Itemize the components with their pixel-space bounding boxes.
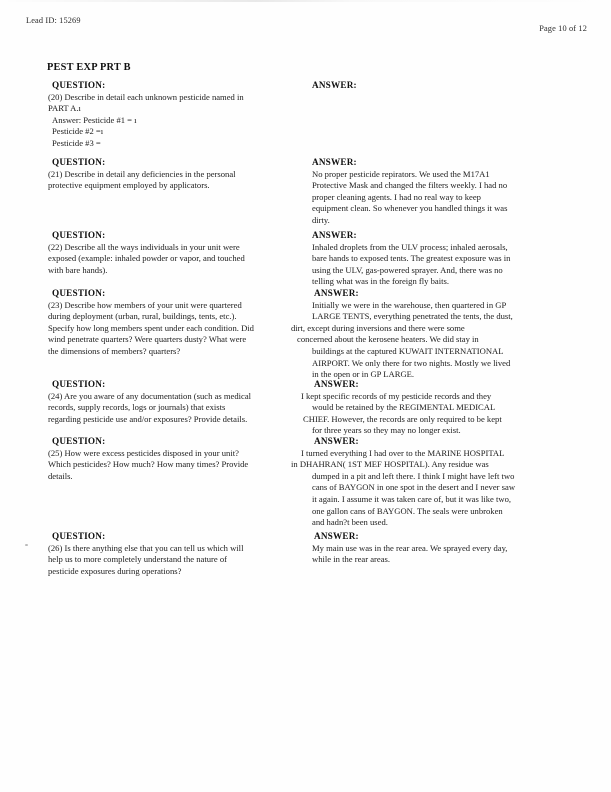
question-text-line: exposed (example: inhaled powder or vapor, and touched xyxy=(48,253,245,264)
answer-label: ANSWER: xyxy=(314,531,359,541)
answer-text-line: and hadn?t been used. xyxy=(312,517,388,528)
answer-text-line: CHIEF. However, the records are only required to be kept xyxy=(303,413,502,424)
answer-label: ANSWER: xyxy=(314,288,359,298)
question-column xyxy=(48,379,308,425)
question-column xyxy=(48,288,308,358)
answer-text-line: cans of BAYGON in one spot in the desert and I never saw xyxy=(312,482,516,493)
question-label: QUESTION: xyxy=(52,379,106,389)
page-number-header: Page 10 of 12 xyxy=(539,24,587,33)
answer-label: ANSWER: xyxy=(312,230,357,240)
question-label: QUESTION: xyxy=(52,288,106,298)
question-text-line: (21) Describe in detail any deficiencies in the personal xyxy=(48,168,236,179)
question-column xyxy=(48,80,308,150)
answer-text-line: using the ULV, gas-powered sprayer. And, there was no xyxy=(312,264,503,275)
answer-text-line: AIRPORT. We only there for two nights. Mostly we lived xyxy=(312,357,511,368)
question-text-line: (24) Are you aware of any documentation (such as medical xyxy=(48,390,252,401)
answer-text-line: it again. I assume it was taken care of, but it was like two, xyxy=(312,493,512,504)
answer-text-line: buildings at the captured KUWAIT INTERNATIONAL xyxy=(312,345,504,356)
question-text-line: (26) Is there anything else that you can tell us which will xyxy=(48,542,244,553)
answer-label: ANSWER: xyxy=(312,157,357,167)
question-text-line: Specify how long members spent under each condition. Did xyxy=(48,322,254,333)
qa-block xyxy=(0,157,611,225)
question-text-line: (22) Describe all the ways individuals in your unit were xyxy=(48,241,240,252)
scan-speck-artifact xyxy=(25,544,28,546)
question-text-line: pesticide exposures during operations? xyxy=(48,565,182,576)
question-text-line: with bare hands). xyxy=(48,264,108,275)
qa-block xyxy=(0,80,611,148)
question-text-line: the dimensions of members? quarters? xyxy=(48,345,181,356)
question-column xyxy=(48,531,308,577)
question-text-line: PART A.ı xyxy=(48,103,81,114)
answer-column xyxy=(312,157,602,227)
qa-block xyxy=(0,531,611,576)
answer-text-line: for three years so they may no longer exist. xyxy=(312,425,461,436)
answer-text-line: dumped in a pit and left there. I think I might have left two xyxy=(312,470,515,481)
answer-text-line: bare hands to exposed tents. The greatest exposure was in xyxy=(312,253,511,264)
answer-text-line: in DHAHRAN( 1ST MEF HOSPITAL). Any residue was xyxy=(291,459,489,470)
qa-block xyxy=(0,379,611,436)
answer-text-line: one gallon cans of BAYGON. The seals were unbroken xyxy=(312,505,503,516)
answer-text-line: LARGE TENTS, everything penetrated the tents, the dust, xyxy=(312,311,513,322)
answer-fill-in-line[interactable]: Pesticide #3 = xyxy=(52,137,101,148)
question-text-line: regarding pesticide use and/or exposures? Provide details. xyxy=(48,413,248,424)
question-text-line: (20) Describe in detail each unknown pesticide named in xyxy=(48,91,244,102)
answer-text-line: in the open or in GP LARGE. xyxy=(312,369,415,380)
question-column xyxy=(48,436,308,482)
answer-text-line: dirty. xyxy=(312,214,330,225)
answer-label: ANSWER: xyxy=(314,379,359,389)
question-label: QUESTION: xyxy=(52,157,106,167)
qa-block xyxy=(0,230,611,287)
answer-label: ANSWER: xyxy=(314,436,359,446)
form-title: PEST EXP PRT B xyxy=(47,62,131,73)
question-text-line: Which pesticides? How much? How many times? Provide xyxy=(48,459,249,470)
answer-text-line: Inhaled droplets from the ULV process; inhaled aerosals, xyxy=(312,241,508,252)
answer-text-line: I kept specific records of my pesticide records and they xyxy=(301,390,492,401)
answer-text-line: dirt, except during inversions and there were some xyxy=(291,322,465,333)
answer-text-line: concerned about the kerosene heaters. We did stay in xyxy=(297,334,479,345)
answer-text-line: My main use was in the rear area. We sprayed every day, xyxy=(312,542,508,553)
qa-block xyxy=(0,436,611,528)
answer-text-line: Protective Mask and changed the filters weekly. I had no xyxy=(312,180,508,191)
answer-text-line: Initially we were in the warehouse, then quartered in GP xyxy=(312,299,507,310)
answer-text-line: proper cleaning agents. I had no real way to keep xyxy=(312,191,481,202)
qa-block xyxy=(0,288,611,380)
answer-label: ANSWER: xyxy=(312,80,357,90)
answer-column xyxy=(291,436,593,529)
question-column xyxy=(48,157,308,192)
answer-text-line: would be retained by the REGIMENTAL MEDICAL xyxy=(312,402,496,413)
question-label: QUESTION: xyxy=(52,230,106,240)
question-text-line: protective equipment employed by applicators. xyxy=(48,180,210,191)
question-label: QUESTION: xyxy=(52,80,106,90)
lead-id-header: Lead ID: 15269 xyxy=(26,16,81,25)
answer-fill-in-line[interactable]: Answer: Pesticide #1 = ı xyxy=(52,114,137,125)
question-label: QUESTION: xyxy=(52,531,106,541)
answer-text-line: equipment clean. So whenever you handled things it was xyxy=(312,203,508,214)
answer-column xyxy=(303,531,593,566)
answer-text-line: I turned everything I had over to the MARINE HOSPITAL xyxy=(301,447,505,458)
answer-column xyxy=(291,288,593,381)
question-label: QUESTION: xyxy=(52,436,106,446)
answer-column xyxy=(312,230,602,288)
question-text-line: wind penetrate quarters? Were quarters dusty? What were xyxy=(48,334,247,345)
answer-text-line: while in the rear areas. xyxy=(312,554,391,565)
question-text-line: records, supply records, logs or journals) that exists xyxy=(48,402,226,413)
question-text-line: details. xyxy=(48,470,73,481)
question-text-line: (23) Describe how members of your unit were quartered xyxy=(48,299,242,310)
answer-fill-in-line[interactable]: Pesticide #2 =ı xyxy=(52,126,104,137)
scan-edge-artifact xyxy=(0,0,611,2)
answer-column xyxy=(303,379,593,437)
answer-text-line: telling what was in the foreign fly baits. xyxy=(312,276,449,287)
question-text-line: (25) How were excess pesticides disposed in your unit? xyxy=(48,447,239,458)
question-text-line: during deployment (urban, rural, buildings, tents, etc.). xyxy=(48,311,237,322)
question-text-line: help us to more completely understand the nature of xyxy=(48,554,227,565)
answer-column xyxy=(312,80,602,92)
answer-text-line: No proper pesticide repirators. We used the M17A1 xyxy=(312,168,490,179)
question-column xyxy=(48,230,308,276)
